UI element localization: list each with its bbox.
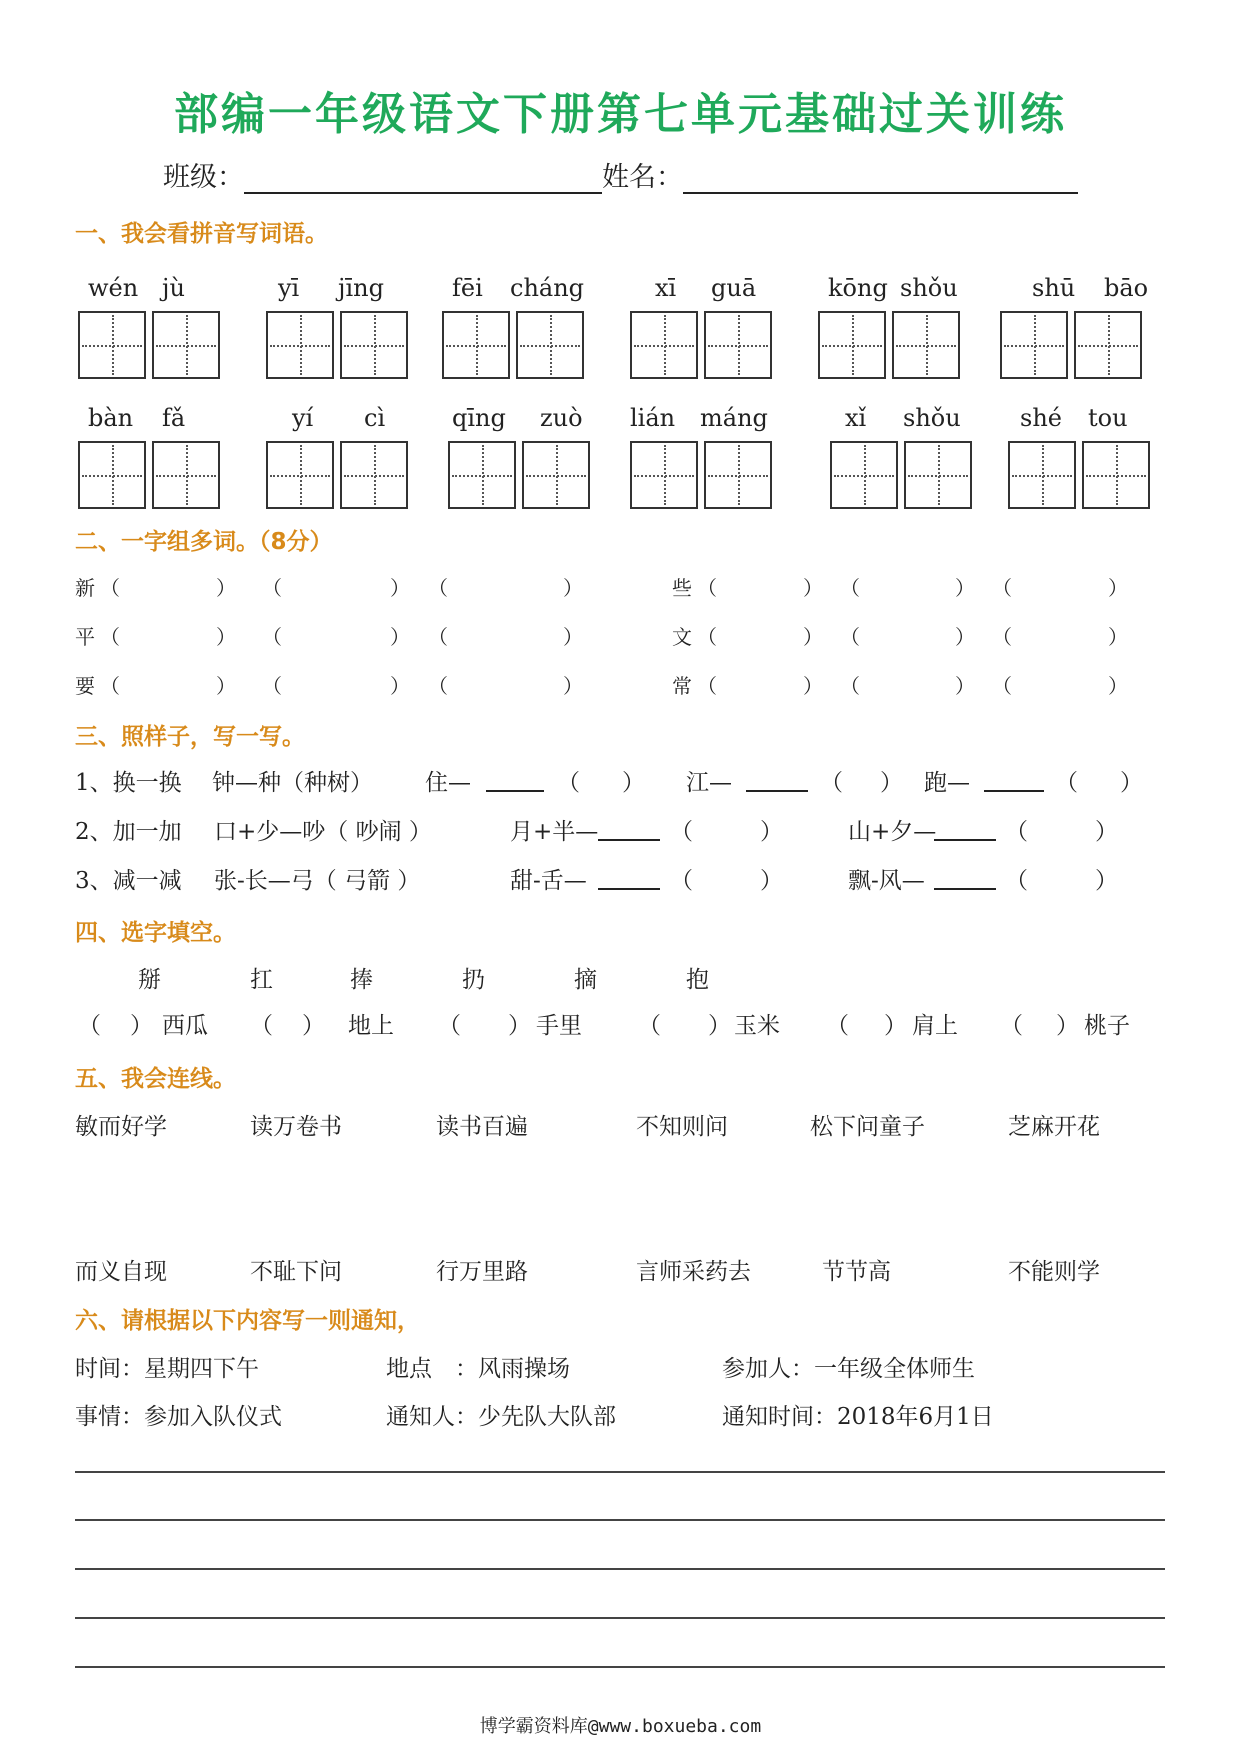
paren-close: ） (216, 576, 236, 600)
paren-close: ） (508, 1013, 531, 1039)
word-char: 平 (75, 625, 95, 649)
tian-box[interactable] (830, 441, 898, 509)
paren-close: ） (760, 819, 783, 845)
answer-blank[interactable] (984, 764, 1044, 792)
tian-box[interactable] (340, 311, 408, 379)
tian-box[interactable] (630, 441, 698, 509)
match-item[interactable]: 行万里路 (436, 1259, 528, 1285)
exercise-item: 住— (425, 770, 471, 796)
tian-box[interactable] (892, 311, 960, 379)
paren-close: ） (760, 868, 783, 894)
paren-open: （ (262, 625, 282, 649)
notice-notifier-info: 通知人：少先队大队部 (386, 1404, 616, 1430)
paren-open: （ (250, 1013, 273, 1039)
example-answer: 钟—种（种树） (212, 770, 373, 796)
paren-open: （ (1005, 819, 1028, 845)
paren-open: （ (428, 625, 448, 649)
word-char: 常 (672, 674, 692, 698)
answer-blank[interactable] (486, 764, 544, 792)
section-2-heading: 二、一字组多词。（8分） (75, 529, 333, 555)
writing-line[interactable] (75, 1666, 1165, 1668)
option-char: 捧 (350, 967, 373, 993)
class-label: 班级： (163, 162, 244, 193)
paren-open: （ (826, 1013, 849, 1039)
paren-close: ） (216, 674, 236, 698)
page-title: 部编一年级语文下册第七单元基础过关训练 (174, 89, 1067, 140)
name-blank[interactable] (683, 166, 1078, 194)
paren-close: ） (390, 674, 410, 698)
paren-open: （ (262, 674, 282, 698)
notice-time-info: 时间：星期四下午 (75, 1356, 259, 1382)
notice-date-info: 通知时间：2018年6月1日 (722, 1404, 994, 1430)
tian-box[interactable] (448, 441, 516, 509)
match-item[interactable]: 言师采药去 (636, 1259, 751, 1285)
exercise-label: 1、换一换 (75, 770, 182, 796)
paren-close: ） (622, 770, 645, 796)
match-item[interactable]: 不知则问 (636, 1114, 728, 1140)
paren-close: ） (1108, 625, 1128, 649)
writing-line[interactable] (75, 1471, 1165, 1473)
tian-box[interactable] (904, 441, 972, 509)
fill-item: 肩上 (912, 1013, 958, 1039)
answer-blank[interactable] (934, 862, 996, 890)
word-char: 些 (672, 576, 692, 600)
paren-close: ） (1095, 868, 1118, 894)
fill-item: 玉米 (734, 1013, 780, 1039)
exercise-label: 2、加一加 (75, 819, 182, 845)
match-item[interactable]: 敏而好学 (75, 1114, 167, 1140)
tian-box[interactable] (818, 311, 886, 379)
option-char: 扔 (462, 967, 485, 993)
paren-close: ） (880, 770, 903, 796)
tian-box[interactable] (442, 311, 510, 379)
word-char: 新 (75, 576, 95, 600)
section-5-heading: 五、我会连线。 (75, 1066, 236, 1092)
fill-item: 桃子 (1084, 1013, 1130, 1039)
paren-open: （ (78, 1013, 101, 1039)
paren-close: ） (1108, 674, 1128, 698)
paren-open: （ (670, 819, 693, 845)
paren-open: （ (100, 674, 120, 698)
tian-box[interactable] (522, 441, 590, 509)
paren-open: （ (428, 576, 448, 600)
fill-item: 地上 (348, 1013, 394, 1039)
tian-box[interactable] (266, 441, 334, 509)
paren-close: ） (563, 674, 583, 698)
paren-open: （ (670, 868, 693, 894)
paren-close: ） (130, 1013, 153, 1039)
footer-watermark: 博学霸资料库@www.boxueba.com (479, 1716, 762, 1737)
tian-box[interactable] (152, 441, 220, 509)
fill-item: 西瓜 (162, 1013, 208, 1039)
writing-line[interactable] (75, 1568, 1165, 1570)
answer-blank[interactable] (598, 862, 660, 890)
paren-close: ） (1056, 1013, 1079, 1039)
paren-open: （ (697, 625, 717, 649)
paren-open: （ (697, 576, 717, 600)
exercise-item: 山+夕— (848, 819, 937, 845)
word-char: 要 (75, 674, 95, 698)
option-char: 抱 (686, 967, 709, 993)
option-char: 扛 (250, 967, 273, 993)
tian-box[interactable] (152, 311, 220, 379)
writing-line[interactable] (75, 1519, 1165, 1521)
section-6-heading: 六、请根据以下内容写一则通知， (75, 1308, 420, 1334)
match-item[interactable]: 不能则学 (1008, 1259, 1100, 1285)
exercise-label: 3、减一减 (75, 868, 182, 894)
option-char: 掰 (138, 967, 161, 993)
paren-close: ） (955, 625, 975, 649)
paren-open: （ (992, 674, 1012, 698)
notice-place-info: 地点 ：风雨操场 (386, 1356, 570, 1382)
paren-open: （ (262, 576, 282, 600)
paren-close: ） (955, 576, 975, 600)
match-item[interactable]: 节节高 (822, 1259, 891, 1285)
class-field (163, 155, 1078, 194)
answer-blank[interactable] (934, 813, 996, 841)
exercise-item: 飘-风— (848, 868, 925, 894)
paren-open: （ (992, 625, 1012, 649)
paren-open: （ (428, 674, 448, 698)
paren-close: ） (803, 674, 823, 698)
tian-box[interactable] (1074, 311, 1142, 379)
paren-open: （ (697, 674, 717, 698)
paren-open: （ (100, 625, 120, 649)
paren-open: （ (840, 625, 860, 649)
match-item[interactable]: 而义自现 (75, 1259, 167, 1285)
match-item[interactable]: 芝麻开花 (1008, 1114, 1100, 1140)
match-item[interactable]: 不耻下问 (250, 1259, 342, 1285)
paren-open: （ (557, 770, 580, 796)
exercise-item: 江— (686, 770, 732, 796)
match-item[interactable]: 读书百遍 (436, 1114, 528, 1140)
paren-close: ） (708, 1013, 731, 1039)
paren-close: ） (390, 576, 410, 600)
section-4-heading: 四、选字填空。 (75, 920, 236, 946)
class-blank[interactable] (244, 166, 602, 194)
paren-open: （ (840, 576, 860, 600)
example-answer: 口+少—吵（ 吵闹 ） (214, 819, 432, 845)
paren-close: ） (216, 625, 236, 649)
tian-box[interactable] (704, 311, 772, 379)
section-1-heading: 一、我会看拼音写词语。 (75, 221, 328, 247)
paren-close: ） (563, 625, 583, 649)
tian-box[interactable] (266, 311, 334, 379)
tian-box[interactable] (78, 311, 146, 379)
tian-box[interactable] (340, 441, 408, 509)
paren-close: ） (390, 625, 410, 649)
notice-event-info: 事情：参加入队仪式 (75, 1404, 282, 1430)
paren-open: （ (820, 770, 843, 796)
paren-close: ） (302, 1013, 325, 1039)
section-3-heading: 三、照样子，写一写。 (75, 724, 305, 750)
tian-box[interactable] (704, 441, 772, 509)
paren-open: （ (992, 576, 1012, 600)
paren-open: （ (1005, 868, 1028, 894)
word-char: 文 (672, 625, 692, 649)
tian-box[interactable] (1008, 441, 1076, 509)
paren-close: ） (884, 1013, 907, 1039)
exercise-item: 跑— (924, 770, 970, 796)
exercise-item: 甜-舌— (510, 868, 587, 894)
tian-box[interactable] (630, 311, 698, 379)
paren-close: ） (1108, 576, 1128, 600)
paren-open: （ (1055, 770, 1078, 796)
writing-line[interactable] (75, 1617, 1165, 1619)
tian-box[interactable] (1000, 311, 1068, 379)
match-item[interactable]: 读万卷书 (250, 1114, 342, 1140)
answer-blank[interactable] (598, 813, 660, 841)
tian-box[interactable] (516, 311, 584, 379)
paren-open: （ (840, 674, 860, 698)
exercise-item: 月+半— (510, 819, 599, 845)
tian-box[interactable] (78, 441, 146, 509)
paren-close: ） (1120, 770, 1143, 796)
paren-close: ） (563, 576, 583, 600)
paren-close: ） (1095, 819, 1118, 845)
paren-open: （ (638, 1013, 661, 1039)
match-item[interactable]: 松下问童子 (810, 1114, 925, 1140)
tian-box[interactable] (1082, 441, 1150, 509)
paren-close: ） (803, 576, 823, 600)
example-answer: 张-长—弓（ 弓箭 ） (214, 868, 421, 894)
option-char: 摘 (574, 967, 597, 993)
notice-people-info: 参加人：一年级全体师生 (722, 1356, 975, 1382)
fill-item: 手里 (536, 1013, 582, 1039)
paren-close: ） (803, 625, 823, 649)
paren-open: （ (100, 576, 120, 600)
paren-open: （ (1000, 1013, 1023, 1039)
answer-blank[interactable] (746, 764, 808, 792)
paren-open: （ (438, 1013, 461, 1039)
name-label: 姓名： (602, 162, 683, 193)
paren-close: ） (955, 674, 975, 698)
